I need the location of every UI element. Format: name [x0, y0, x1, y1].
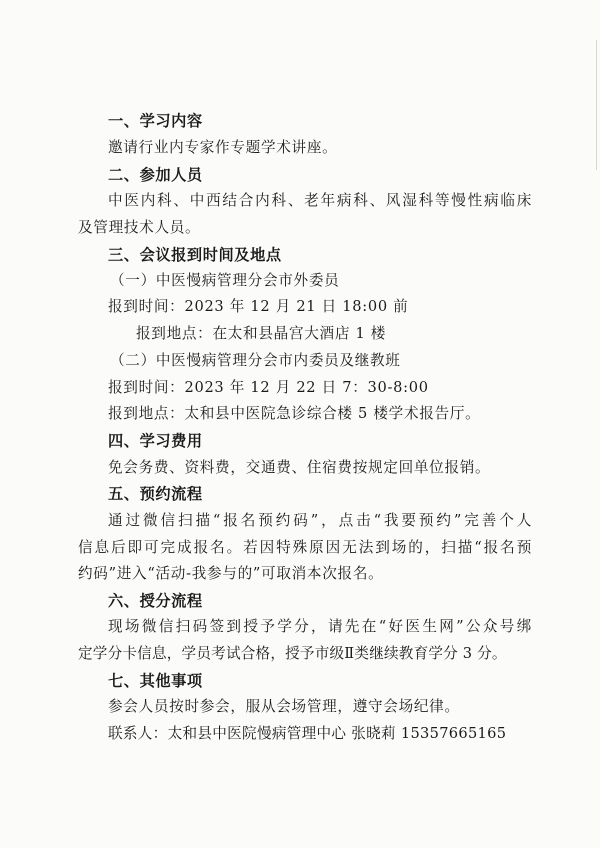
participants-line-1: 中医内科、中西结合内科、老年病科、风湿科等慢性病临床: [108, 192, 532, 209]
fees-line-1: 免会务费、资料费，交通费、住宿费按规定回单位报销。: [108, 459, 491, 476]
registration-group-1-title: （一）中医慢病管理分会市外委员: [110, 272, 340, 289]
registration-group-2-time: 报到时间：2023 年 12 月 22 日 7：30-8:00: [108, 379, 429, 396]
registration-group-2-title: （二）中医慢病管理分会市内委员及继教班: [110, 352, 401, 369]
registration-group-2-place: 报到地点：太和县中医院急诊综合楼 5 楼学术报告厅。: [108, 405, 481, 422]
booking-line-1: 通过微信扫描“报名预约码”，点击“我要预约”完善个人: [108, 512, 532, 529]
section-heading-fees: 四、学习费用: [108, 432, 203, 450]
participants-line-2: 及管理技术人员。: [78, 219, 201, 236]
section-heading-booking: 五、预约流程: [108, 485, 203, 503]
registration-group-1-place: 报到地点：在太和县晶宫大酒店 1 楼: [136, 325, 387, 342]
booking-line-3: 约码”进入“活动-我参与的”可取消本次报名。: [78, 565, 384, 582]
scan-edge-mark: [596, 40, 597, 170]
section-heading-study-content: 一、学习内容: [108, 112, 203, 130]
other-line-1: 参会人员按时参会，服从会场管理，遵守会场纪律。: [108, 698, 460, 715]
section-heading-credits: 六、授分流程: [108, 592, 203, 610]
contact-line: 联系人：太和县中医院慢病管理中心 张晓莉 15357665165: [108, 725, 507, 742]
study-content-line-1: 邀请行业内专家作专题学术讲座。: [108, 139, 338, 156]
registration-group-1-time: 报到时间：2023 年 12 月 21 日 18:00 前: [108, 298, 409, 315]
credits-line-2: 定学分卡信息，学员考试合格，授予市级Ⅱ类继续教育学分 3 分。: [78, 645, 507, 662]
section-heading-participants: 二、参加人员: [108, 166, 203, 184]
booking-line-2: 信息后即可完成报名。若因特殊原因无法到场的，扫描“报名预: [78, 539, 532, 556]
section-heading-other: 七、其他事项: [108, 672, 203, 690]
section-heading-registration: 三、会议报到时间及地点: [108, 246, 282, 264]
credits-line-1: 现场微信扫码签到授予学分，请先在“好医生网”公众号绑: [108, 618, 532, 635]
